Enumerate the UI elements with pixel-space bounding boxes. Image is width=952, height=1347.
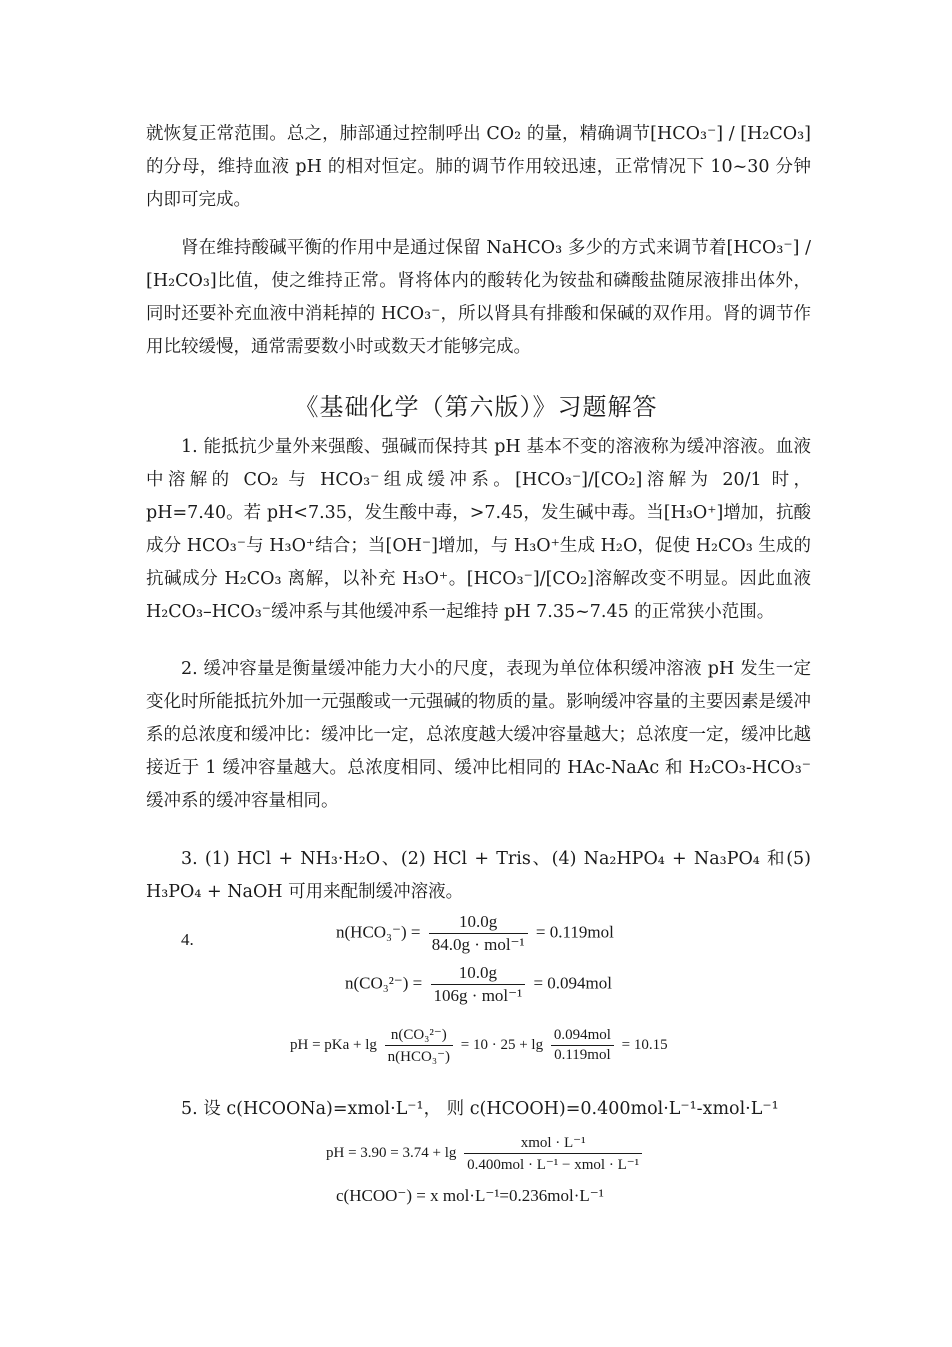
eq1-lhs: n(HCO₃⁻) = <box>336 922 421 942</box>
eq1-fraction <box>429 912 528 955</box>
a5-eq1-lhs: pH = 3.90 = 3.74 + lg <box>326 1144 457 1161</box>
answer-5-setup: 5. 设 c(HCOONa)=xmol·L⁻¹， 则 c(HCOOH)=0.400mol·L⁻¹-xmol·L⁻¹ <box>181 1099 779 1119</box>
a5-eq1-numerator: xmol · L⁻¹ <box>464 1133 642 1154</box>
eq2-numerator: 10.0g <box>431 963 526 985</box>
eq3-fraction-1 <box>385 1025 453 1066</box>
eq2-lhs: n(CO₃²⁻) = <box>345 973 423 993</box>
answer-1: 1. 能抵抗少量外来强酸、强碱而保持其 pH 基本不变的溶液称为缓冲溶液。血液中溶解的 CO₂ 与 HCO₃⁻组成缓冲系。[HCO₃⁻]/[CO₂]溶解为 20/1 时，pH=7.40。若 pH<7.35，发生酸中毒，>7.45，发生碱中毒。当[H₃O⁺]增加，抗酸成分 HCO₃⁻与 H₃O⁺结合；当[OH⁻]增加，与 H₃O⁺生成 H₂O，促使 H₂CO₃ 生成的抗碱成分 H₂CO₃ 离解，以补充 H₃O⁺。[HCO₃⁻]/[CO₂]溶解改变不明显。因此血液 H₂CO₃–HCO₃⁻缓冲系与其他缓冲系一起维持 pH 7.35~7.45 的正常狭小范围。 <box>146 437 811 622</box>
eq1-numerator: 10.0g <box>429 912 528 934</box>
answer-4-label: 4. <box>181 930 194 949</box>
eq2-fraction <box>431 963 526 1006</box>
eq3-denominator-2: 0.119mol <box>554 1047 611 1063</box>
answer-2: 2. 缓冲容量是衡量缓冲能力大小的尺度，表现为单位体积缓冲溶液 pH 发生一定变化时所能抵抗外加一元强酸或一元强碱的物质的量。影响缓冲容量的主要因素是缓冲系的总浓度和缓冲比：缓冲比一定，总浓度越大缓冲容量越大；总浓度一定，缓冲比越接近于 1 缓冲容量越大。总浓度相同、缓冲比相同的 HAc-NaAc 和 H₂CO₃-HCO₃⁻缓冲系的缓冲容量相同。 <box>146 659 811 811</box>
answer-4-equation-3 <box>290 1025 668 1066</box>
eq3-fraction-2 <box>551 1027 614 1064</box>
answer-5-equation-1 <box>326 1133 646 1174</box>
answer-5-equation-2: c(HCOO⁻) = x mol·L⁻¹=0.236mol·L⁻¹ <box>336 1186 604 1205</box>
eq2-denominator: 106g · mol⁻¹ <box>433 986 523 1005</box>
eq1-rhs: = 0.119mol <box>535 922 614 942</box>
eq3-lhs: pH = pKa + lg <box>290 1036 377 1053</box>
eq1-denominator: 84.0g · mol⁻¹ <box>431 935 525 954</box>
answer-3: 3. (1) HCl + NH₃·H₂O、(2) HCl + Tris、(4) Na₂HPO₄ + Na₃PO₄ 和(5) H₃PO₄ + NaOH 可用来配制缓冲溶液。 <box>146 849 811 902</box>
eq3-rhs: = 10.15 <box>621 1036 668 1053</box>
eq3-middle: = 10 · 25 + lg <box>460 1036 544 1053</box>
a5-eq1-denominator: 0.400mol · L⁻¹ − xmol · L⁻¹ <box>467 1157 640 1173</box>
paragraph-kidney-regulation: 肾在维持酸碱平衡的作用中是通过保留 NaHCO₃ 多少的方式来调节着[HCO₃⁻] / [H₂CO₃]比值，使之维持正常。肾将体内的酸转化为铵盐和磷酸盐随尿液排出体外，同时还要补充血液中消耗掉的 HCO₃⁻，所以肾具有排酸和保碱的双作用。肾的调节作用比较缓慢，通常需要数小时或数天才能够完成。 <box>146 238 811 357</box>
a5-eq1-fraction <box>464 1133 642 1174</box>
eq2-rhs: = 0.094mol <box>533 973 613 993</box>
section-title: 《基础化学（第六版）》习题解答 <box>294 393 658 421</box>
answer-4-equation-2 <box>345 963 612 1006</box>
eq3-numerator-1: n(CO₃²⁻) <box>385 1025 453 1046</box>
eq3-numerator-2: 0.094mol <box>551 1027 614 1046</box>
paragraph-lung-regulation: 就恢复正常范围。总之，肺部通过控制呼出 CO₂ 的量，精确调节[HCO₃⁻] / [H₂CO₃]的分母，维持血液 pH 的相对恒定。肺的调节作用较迅速，正常情况下 10~30 分钟内即可完成。 <box>146 124 811 210</box>
eq3-denominator-1: n(HCO₃⁻) <box>387 1049 450 1065</box>
answer-4-equation-1 <box>336 912 614 955</box>
